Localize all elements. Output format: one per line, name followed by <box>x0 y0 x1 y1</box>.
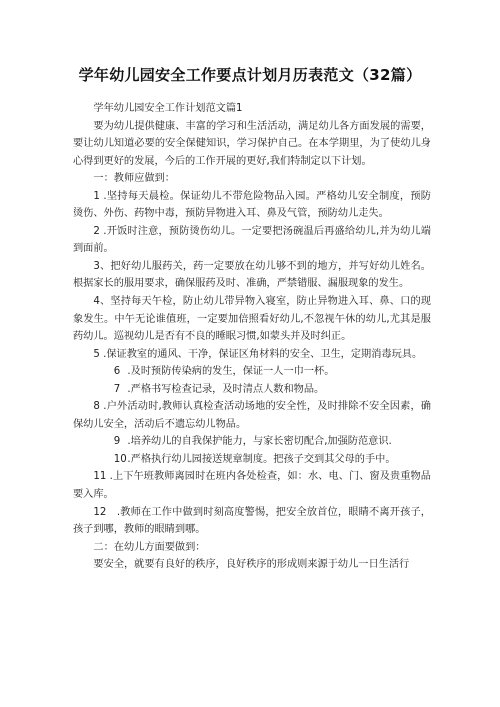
paragraph-item-2: 2 .开饭时注意，预防烫伤幼儿。一定要把汤碗温后再盛给幼儿,并为幼儿端到面前。 <box>73 225 431 255</box>
item-text: .严格执行幼儿园接送规章制度。把孩子交到其父母的手中。 <box>127 453 396 465</box>
paragraph-item-10 <box>73 451 431 469</box>
paragraph-item-8: 8 .户外活动时,教师认真检查活动场地的安全性，及时排除不安全因素，确保幼儿安全，活动后不遗忘幼儿物品。 <box>73 401 431 430</box>
item-text: .严格书写检查记录，及时清点人数和物品。 <box>127 383 325 395</box>
paragraph-item-12: 12 .教师在工作中做到时刻高度警惕，把安全放首位，眼睛不离开孩子，孩子到哪，教师的眼睛到哪。 <box>73 506 431 536</box>
item-text: .培养幼儿的自我保护能力，与家长密切配合,加强防范意识. <box>127 436 392 448</box>
item-number: 9 <box>113 436 121 448</box>
children-heading: 二：在幼儿方面要做到： <box>93 541 206 553</box>
item-number: 7 <box>113 383 121 395</box>
teacher-heading: 一：教师应做到： <box>93 173 175 185</box>
paragraph-item-7 <box>73 381 431 399</box>
document-body <box>73 100 431 574</box>
document-title: 学年幼儿园安全工作要点计划月历表范文（32篇） <box>78 66 422 84</box>
item-text: .及时预防传染病的发生，保证一人一巾一杯。 <box>127 366 335 378</box>
paragraph-item-5: 5 .保证教室的通风、干净，保证区角材料的安全、卫生，定期消毒玩具。 <box>93 348 423 360</box>
paragraph-item-11: 11 .上下午班教师离园时在班内各处检查，如：水、电、门、窗及贵重物品要入库。 <box>73 471 431 501</box>
paragraph-item-9 <box>73 433 431 451</box>
paragraph-item-1: 1 .坚持每天晨检。保证幼儿不带危险物品入园。严格幼儿安全制度，预防烫伤、外伤、药物中毒，预防异物进入耳、鼻及气管，预防幼儿走失。 <box>73 190 431 220</box>
item-number: 10 <box>113 453 127 465</box>
intro-paragraph: 要为幼儿提供健康、丰富的学习和生活活动，满足幼儿各方面发展的需要，要让幼儿知道必要的安全保健知识，学习保护自己。在本学期里，为了使幼儿身心得到更好的发展，今后的工作开展的更好,我们特制定以下计划。 <box>73 120 431 167</box>
item-number: 6 <box>113 366 121 378</box>
paragraph-item-3: 3、把好幼儿服药关，药一定要放在幼儿够不到的地方，并写好幼儿姓名。根据家长的服用要求，确保服药及时、准确，严禁错服、漏服现象的发生。 <box>73 260 431 290</box>
children-paragraph: 要安全，就要有良好的秩序，良好秩序的形成则来源于幼儿一日生活行 <box>93 559 410 571</box>
section-heading: 学年幼儿园安全工作计划范文篇1 <box>93 103 243 114</box>
paragraph-item-4: 4、坚持每天午检，防止幼儿带异物入寝室，防止异物进入耳、鼻、口的现象发生。中午无论谁值班，一定要加倍照看好幼儿,不忽视午休的幼儿,尤其是服药幼儿。巡视幼儿是否有不良的睡眠习惯,如蒙头并及时纠正。 <box>73 296 431 343</box>
paragraph-item-6 <box>73 363 431 381</box>
